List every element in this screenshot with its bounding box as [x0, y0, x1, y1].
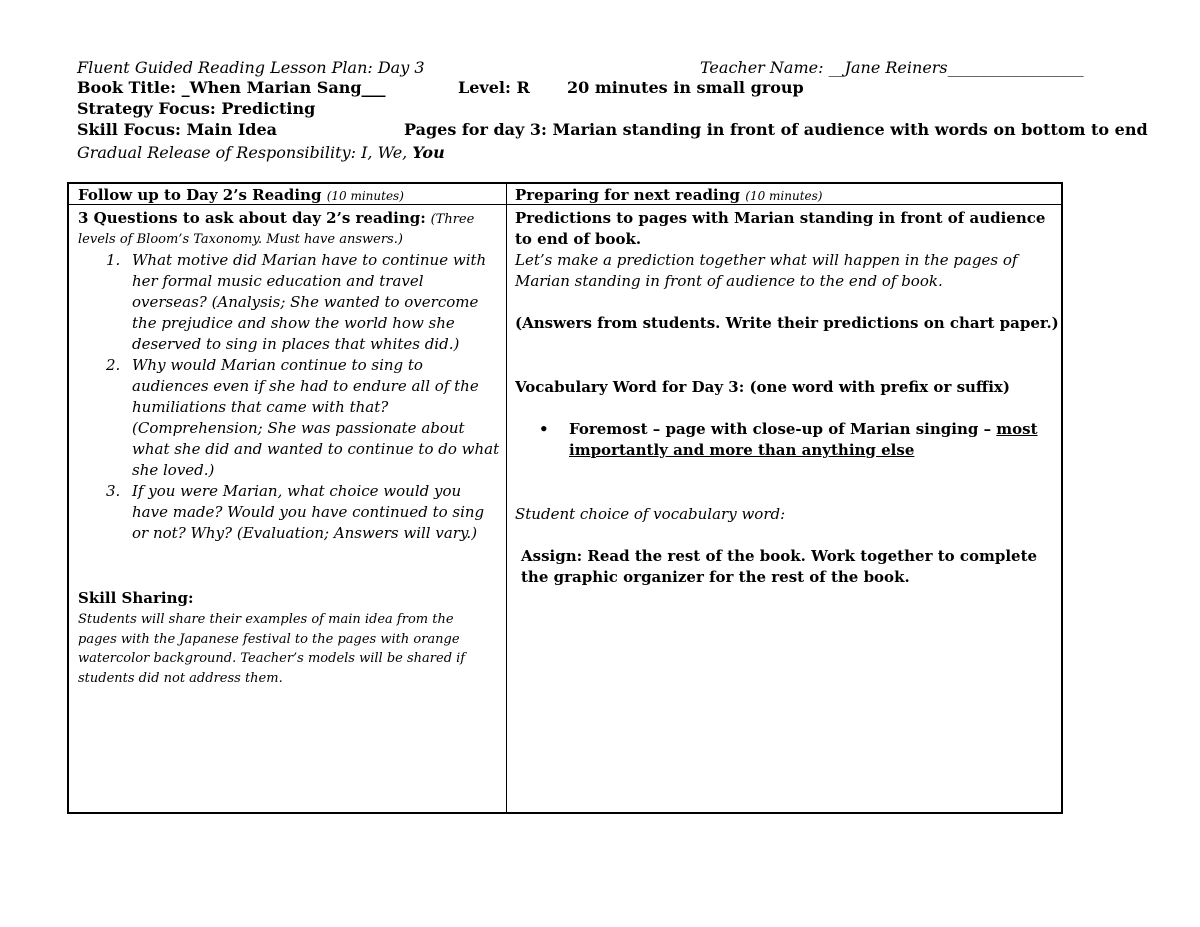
left-header-time: (10 minutes): [326, 189, 404, 203]
column-divider: [506, 184, 507, 812]
question-text: If you were Marian, what choice would you have made? Would you have continued to sing or not? Why? (Evaluation; Answers will vary.): [132, 482, 485, 542]
left-header-title: Follow up to Day 2’s Reading: [78, 186, 322, 204]
skill-sharing-title: Skill Sharing:: [78, 589, 194, 607]
vocab-title: Vocabulary Word for Day 3: (one word with prefix or suffix): [515, 378, 1010, 396]
strategy-focus: Strategy Focus: Predicting: [77, 99, 316, 118]
predictions-text: Let’s make a prediction together what will happen in the pages of Marian standing in front of audience to the end of book.: [515, 251, 1018, 290]
predictions-title: Predictions to pages with Marian standing in front of audience to end of book.: [515, 209, 1046, 248]
list-item: [78, 250, 500, 355]
skill-sharing-text: Students will share their examples of main idea from the pages with the Japanese festival to the pages with orange watercolor background. Teacher’s models will be shared if students did not address them.: [78, 612, 466, 686]
list-item: [78, 481, 500, 544]
right-header-title: Preparing for next reading: [515, 186, 741, 204]
skill-sharing-section: [78, 588, 488, 688]
right-header-time: (10 minutes): [745, 189, 823, 203]
vocab-item: [515, 419, 1060, 461]
skill-focus: Skill Focus: Main Idea: [77, 120, 278, 139]
pages-for-day: Pages for day 3: Marian standing in front of audience with words on bottom to end: [404, 120, 1148, 139]
question-number: 2.: [106, 356, 121, 374]
answers-note: (Answers from students. Write their predictions on chart paper.): [515, 314, 1059, 332]
question-text: What motive did Marian have to continue with her formal music education and travel overseas? (Analysis; She wanted to overcome the prejudice and show the world how she deserved to sing in places that whites did.): [132, 251, 487, 353]
session-duration: 20 minutes in small group: [567, 78, 804, 97]
book-title: Book Title: _When Marian Sang___: [77, 78, 386, 97]
questions-list: [78, 250, 500, 544]
right-column-body: [515, 208, 1060, 588]
vocab-word: Foremost – page with close-up of Marian singing –: [569, 420, 997, 438]
lesson-plan-title: Fluent Guided Reading Lesson Plan: Day 3: [77, 58, 425, 77]
questions-heading: [78, 208, 500, 230]
vocab-definition: most importantly and more than anything else: [569, 420, 1038, 459]
question-text: Why would Marian continue to sing to audiences even if she had to endure all of the humiliations that came with that? (Comprehension; She was passionate about what she did and wanted to continue to do what she loved.): [132, 356, 500, 479]
gradual-release: [77, 142, 445, 163]
gradual-release-prefix: Gradual Release of Responsibility: I, We,: [77, 143, 413, 162]
assign-text: Assign: Read the rest of the book. Work together to complete the graphic organizer for the rest of the book.: [521, 547, 1038, 586]
gradual-release-you: You: [412, 143, 445, 162]
teacher-name: Teacher Name: __Jane Reiners_________________: [700, 58, 1084, 77]
questions-title: 3 Questions to ask about day 2’s reading:: [78, 209, 426, 227]
bullet-icon: •: [539, 420, 549, 438]
student-choice: Student choice of vocabulary word:: [515, 505, 786, 523]
left-column-header: [78, 186, 404, 205]
questions-note-2: levels of Bloom’s Taxonomy. Must have answers.): [78, 232, 403, 247]
reading-level: Level: R: [458, 78, 530, 97]
right-column-header: [515, 186, 822, 205]
left-column-body: [78, 208, 500, 544]
question-number: 1.: [106, 251, 121, 269]
lesson-table: [67, 182, 1063, 814]
list-item: [78, 355, 500, 481]
questions-note-1: (Three: [430, 212, 475, 227]
question-number: 3.: [106, 482, 121, 500]
